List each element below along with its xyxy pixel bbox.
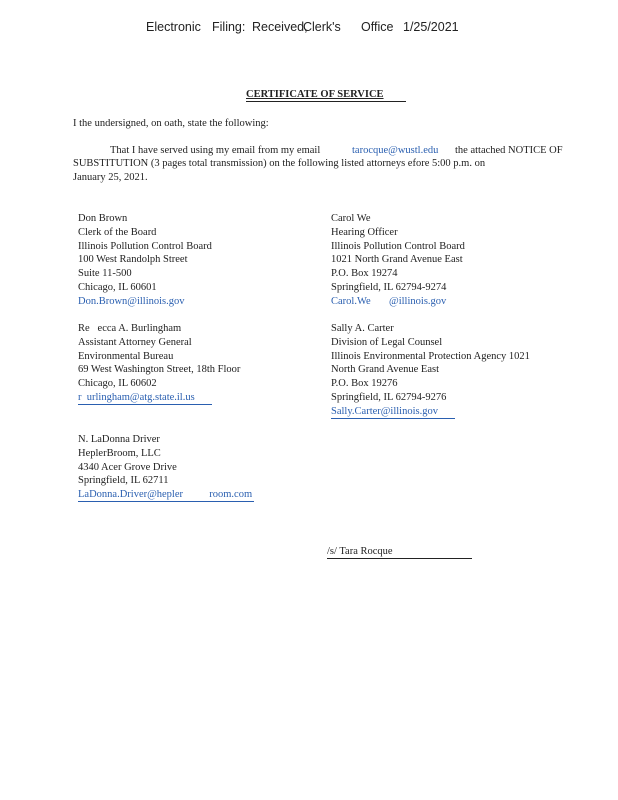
header-filing: Filing: [212, 20, 246, 34]
recipient-line: 4340 Acer Grove Drive [78, 461, 177, 473]
recipient-email-link[interactable]: Sally.Carter@illinois.gov [331, 406, 455, 419]
header-received: Received, [252, 20, 308, 34]
recipient-line: Illinois Pollution Control Board [331, 240, 465, 252]
recipient-email-link[interactable]: LaDonna.Driver@hepler room.com [78, 489, 253, 501]
recipient-line: Chicago, IL 60602 [78, 378, 157, 390]
filing-header [0, 20, 618, 38]
recipient-line: Clerk of the Board [78, 226, 157, 238]
recipient-line: N. LaDonna Driver [78, 434, 160, 445]
statement-part2: the attached NOTICE OF [455, 145, 563, 156]
recipient-sally-carter [331, 322, 530, 419]
signature-line: /s/ Tara Rocque [327, 545, 472, 559]
recipient-email-link[interactable]: Don.Brown@illinois.gov [78, 295, 185, 307]
intro-text: I the undersigned, on oath, state the following: [73, 118, 269, 129]
recipient-line: Re ecca A. Burlingham [78, 323, 182, 334]
header-office: Office [361, 20, 394, 34]
recipient-line: Springfield, IL 62711 [78, 475, 169, 487]
recipient-line: 1021 North Grand Avenue East [331, 254, 463, 266]
recipient-line: Illinois Pollution Control Board [78, 240, 212, 252]
recipient-line: Sally A. Carter [331, 323, 394, 334]
recipient-email-link[interactable]: r urlingham@atg.state.il.us [78, 392, 212, 405]
recipient-don-brown [78, 212, 212, 309]
recipient-line: P.O. Box 19274 [331, 268, 398, 280]
document-title-text: CERTIFICATE OF SERVICE [246, 89, 384, 100]
recipient-line: HeplerBroom, LLC [78, 447, 161, 459]
recipient-line: Carol We [331, 213, 371, 224]
recipient-line: Hearing Officer [331, 226, 398, 238]
recipient-line: P.O. Box 19276 [331, 378, 398, 390]
recipient-line: Chicago, IL 60601 [78, 281, 157, 293]
recipient-carol-we [331, 212, 465, 309]
document-title [246, 88, 406, 102]
recipient-line: Don Brown [78, 213, 128, 224]
header-electronic: Electronic [146, 20, 201, 34]
statement-line2: SUBSTITUTION (3 pages total transmission) on the following listed attorneys efore 5:00 p.m. on [73, 158, 486, 169]
header-clerks: Clerk's [303, 20, 341, 34]
recipient-ladonna-driver [78, 433, 254, 502]
recipient-email-link[interactable]: Carol.We @illinois.gov [331, 295, 447, 307]
recipient-line: Environmental Bureau [78, 350, 174, 362]
recipient-line: Suite 11-500 [78, 268, 132, 280]
statement-line3: January 25, 2021. [73, 172, 148, 183]
statement-part1: That I have served using my email from my email [110, 145, 321, 156]
recipient-line: Springfield, IL 62794-9276 [331, 391, 447, 403]
recipient-line: Assistant Attorney General [78, 336, 192, 348]
recipient-line: 100 West Randolph Street [78, 254, 188, 266]
recipient-line: Division of Legal Counsel [331, 336, 443, 348]
sender-email-link[interactable]: tarocque@wustl.edu [352, 145, 439, 156]
recipient-line: North Grand Avenue East [331, 364, 439, 376]
recipient-line: Illinois Environmental Protection Agency 1021 [331, 350, 530, 362]
header-date: 1/25/2021 [403, 20, 459, 34]
recipient-burlingham [78, 322, 240, 405]
recipient-line: 69 West Washington Street, 18th Floor [78, 364, 241, 376]
recipient-line: Springfield, IL 62794-9274 [331, 281, 447, 293]
